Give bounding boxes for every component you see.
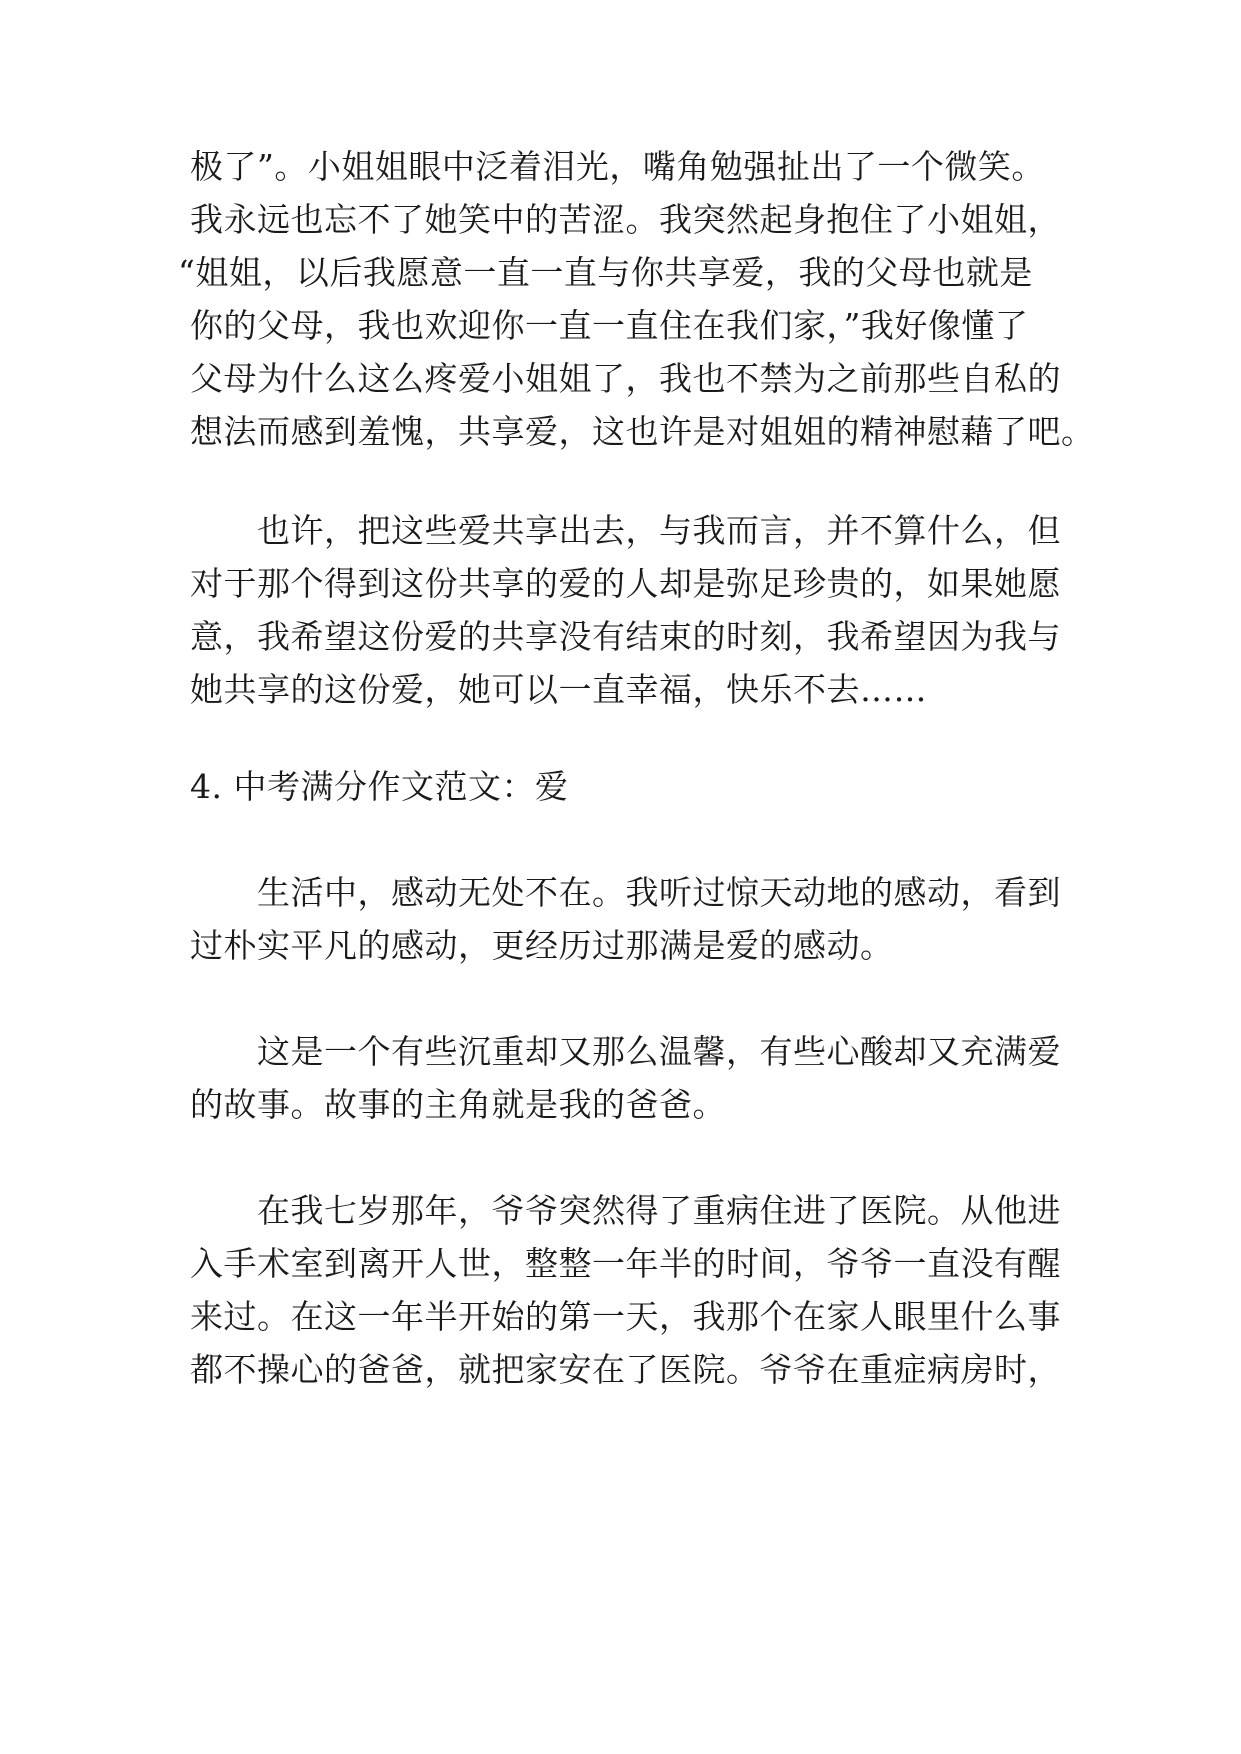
text-line: 父母为什么这么疼爱小姐姐了，我也不禁为之前那些自私的 [190,359,1061,398]
text-line: 入手术室到离开人世，整整一年半的时间，爷爷一直没有醒 [190,1244,1061,1283]
text-line: 意，我希望这份爱的共享没有结束的时刻，我希望因为我与 [190,617,1061,656]
text-line: 极了”。小姐姐眼中泛着泪光，嘴角勉强扯出了一个微笑。 [190,147,1045,186]
text-line: 的故事。故事的主角就是我的爸爸。 [190,1085,726,1124]
text-line: 都不操心的爸爸，就把家安在了医院。爷爷在重症病房时， [190,1350,1061,1389]
text-line: 你的父母，我也欢迎你一直一直住在我们家，”我好像懂了 [190,306,1029,345]
text-line: 也许，把这些爱共享出去，与我而言，并不算什么，但 [257,511,1061,550]
text-line: 我永远也忘不了她笑中的苦涩。我突然起身抱住了小姐姐， [190,200,1061,239]
text-line: 来过。在这一年半开始的第一天，我那个在家人眼里什么事 [190,1297,1061,1336]
text-line: 想法而感到羞愧，共享爱，这也许是对姐姐的精神慰藉了吧。 [190,412,1095,451]
text-line: 她共享的这份爱，她可以一直幸福，快乐不去…… [190,670,927,709]
text-line: 生活中，感动无处不在。我听过惊天动地的感动，看到 [257,873,1061,912]
section-heading: 4. 中考满分作文范文：爱 [190,767,569,806]
text-line: “姐姐，以后我愿意一直一直与你共享爱，我的父母也就是 [178,253,1033,292]
text-line: 过朴实平凡的感动，更经历过那满是爱的感动。 [190,926,894,965]
text-line: 在我七岁那年，爷爷突然得了重病住进了医院。从他进 [257,1191,1061,1230]
text-line: 对于那个得到这份共享的爱的人却是弥足珍贵的，如果她愿 [190,564,1061,603]
text-line: 这是一个有些沉重却又那么温馨，有些心酸却又充满爱 [257,1032,1061,1071]
